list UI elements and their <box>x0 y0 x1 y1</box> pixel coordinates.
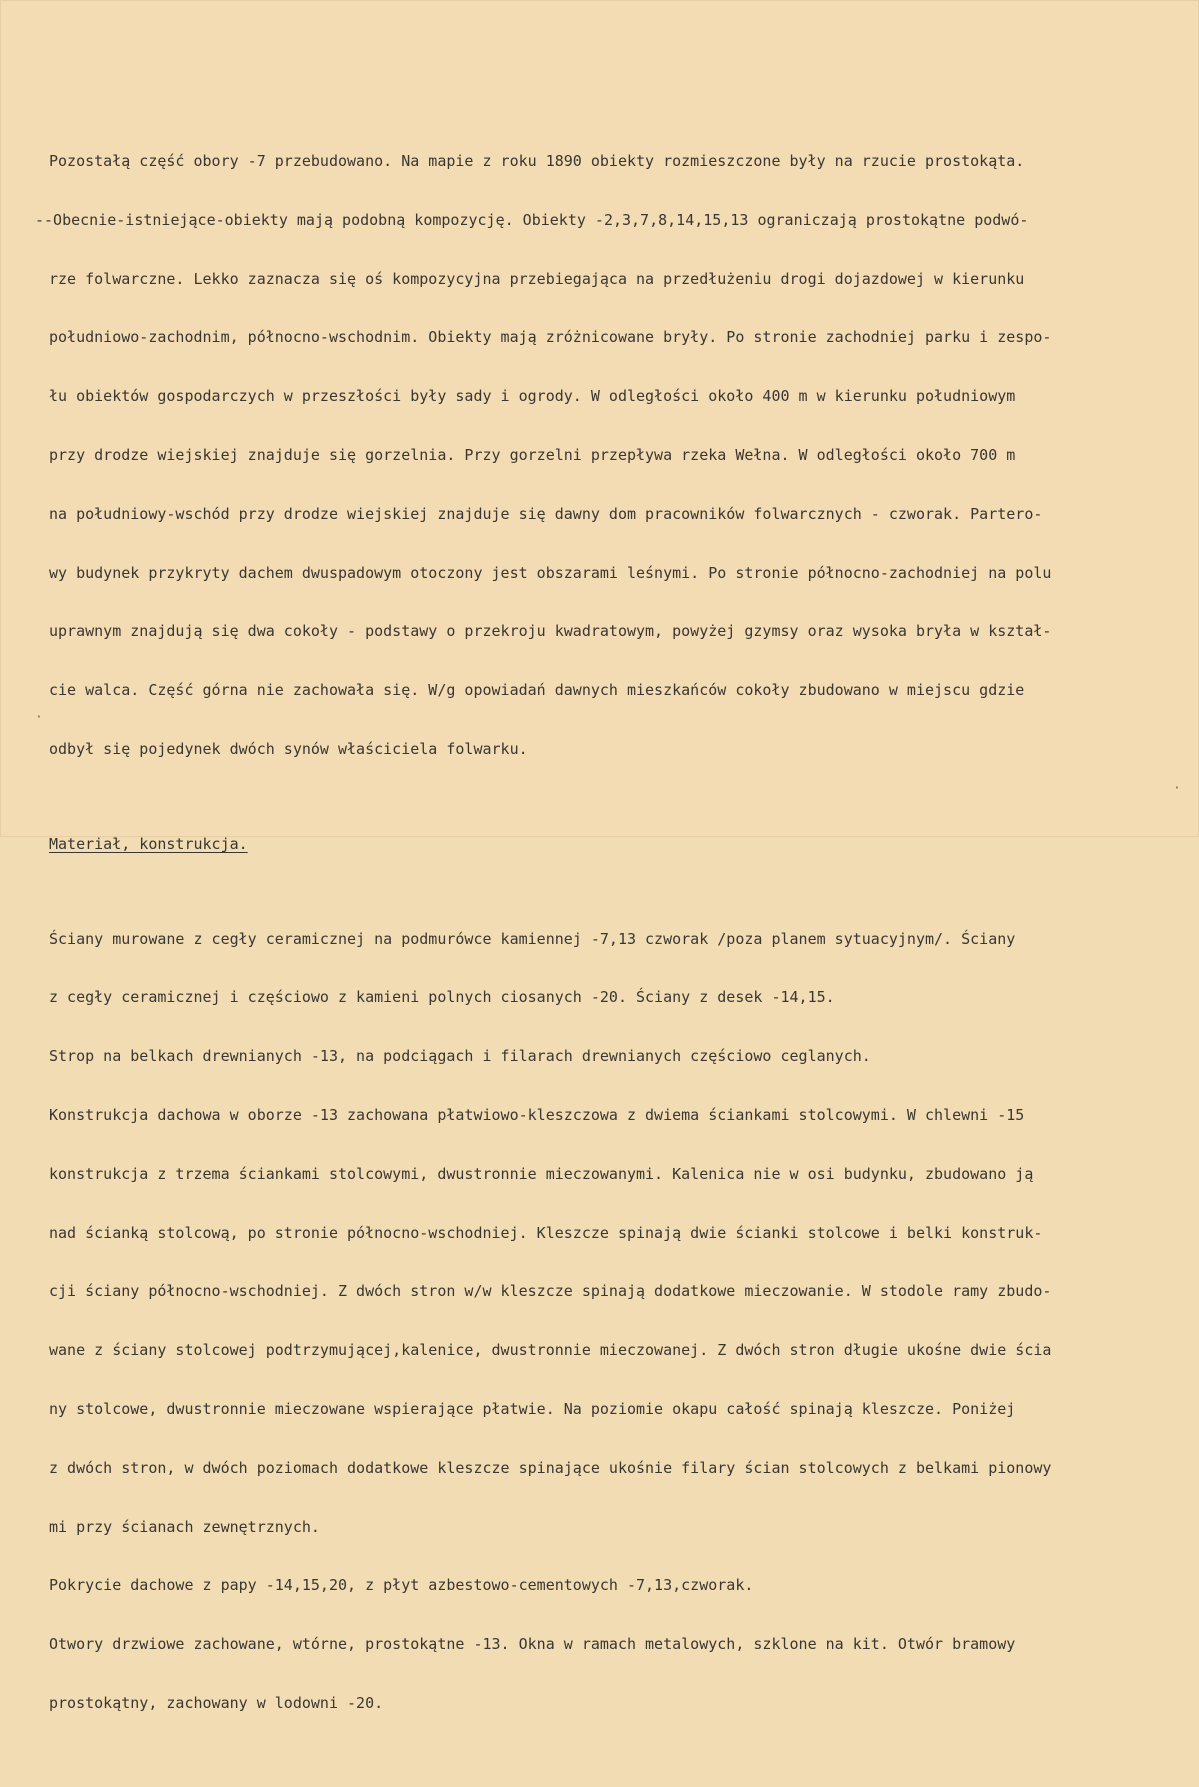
text-line: ny stolcowe, dwustronnie mieczowane wspierające płatwie. Na poziomie okapu całość spinają kleszcze. Poniżej <box>49 1399 1016 1418</box>
text-line: konstrukcja z trzema ściankami stolcowymi, dwustronnie mieczowanymi. Kalenica nie w osi budynku, zbudowano ją <box>49 1164 1034 1183</box>
text-line: cie walca. Część górna nie zachowała się. W/g opowiadań dawnych mieszkańców cokoły zbudowano w miejscu gdzie <box>49 681 1025 700</box>
margin-mark: · <box>35 710 43 725</box>
text-line: przy drodze wiejskiej znajduje się gorzelnia. Przy gorzelni przepływa rzeka Wełna. W odległości około 700 m <box>49 445 1016 464</box>
text-line: Konstrukcja dachowa w oborze -13 zachowana płatwiowo-kleszczowa z dwiema ściankami stolcowymi. W chlewni -15 <box>49 1105 1025 1124</box>
text-line: wy budynek przykryty dachem dwuspadowym otoczony jest obszarami leśnymi. Po stronie północno-zachodniej na polu <box>49 563 1052 582</box>
paragraph-materials-construction <box>49 892 1199 1751</box>
text-line: mi przy ścianach zewnętrznych. <box>49 1517 320 1536</box>
margin-mark: · <box>1173 781 1181 796</box>
paragraph-location-description <box>35 114 1199 797</box>
section-heading-line <box>49 833 1199 856</box>
text-line: łu obiektów gospodarczych w przeszłości były sady i ogrody. W odległości około 400 m w kierunku południowym <box>49 387 1016 406</box>
text-line: nad ścianką stolcową, po stronie północno-wschodniej. Kleszcze spinają dwie ścianki stolcowe i belki konstruk- <box>49 1223 1043 1242</box>
text-line-struck: --Obecnie-istniejące-obiekty mają podobną kompozycję. Obiekty -2,3,7,8,14,15,13 ograniczają prostokątne podwó- <box>35 210 1029 229</box>
text-line: odbył się pojedynek dwóch synów właściciela folwarku. <box>49 739 528 758</box>
text-line: cji ściany północno-wschodniej. Z dwóch stron w/w kleszcze spinają dodatkowe mieczowanie. W stodole ramy zbudo- <box>49 1282 1052 1301</box>
text-line: z dwóch stron, w dwóch poziomach dodatkowe kleszcze spinające ukośnie filary ścian stolcowych z belkami pionowy <box>49 1458 1052 1477</box>
section-heading: Materiał, konstrukcja. <box>49 834 248 853</box>
text-line: Pokrycie dachowe z papy -14,15,20, z płyt azbestowo-cementowych -7,13,czworak. <box>49 1576 754 1595</box>
text-line: uprawnym znajdują się dwa cokoły - podstawy o przekroju kwadratowym, powyżej gzymsy oraz wysoka bryła w kształ- <box>49 622 1052 641</box>
text-line: prostokątny, zachowany w lodowni -20. <box>49 1693 384 1712</box>
text-line: na południowy-wschód przy drodze wiejskiej znajduje się dawny dom pracowników folwarcznych - czworak. Partero- <box>49 504 1043 523</box>
text-line: z cegły ceramicznej i częściowo z kamieni polnych ciosanych -20. Ściany z desek -14,15. <box>49 988 835 1007</box>
text-line: Otwory drzwiowe zachowane, wtórne, prostokątne -13. Okna w ramach metalowych, szklone na kit. Otwór bramowy <box>49 1635 1016 1654</box>
text-line: południowo-zachodnim, północno-wschodnim. Obiekty mają zróżnicowane bryły. Po stronie zachodniej parku i zespo- <box>49 328 1052 347</box>
text-line: Ściany murowane z cegły ceramicznej na podmurówce kamiennej -7,13 czworak /poza planem sytuacyjnym/. Ściany <box>49 929 1016 948</box>
text-line: Strop na belkach drewnianych -13, na podciągach i filarach drewnianych częściowo ceglanych. <box>49 1047 871 1066</box>
document-text <box>35 78 1199 1787</box>
text-line: wane z ściany stolcowej podtrzymującej,kalenice, dwustronnie mieczowanej. Z dwóch stron długie ukośne dwie ścia <box>49 1341 1052 1360</box>
text-line: Pozostałą część obory -7 przebudowano. Na mapie z roku 1890 obiekty rozmieszczone były na rzucie prostokąta. <box>49 152 1025 170</box>
text-line: rze folwarczne. Lekko zaznacza się oś kompozycyjna przebiegająca na przedłużeniu drogi dojazdowej w kierunku <box>49 269 1025 288</box>
